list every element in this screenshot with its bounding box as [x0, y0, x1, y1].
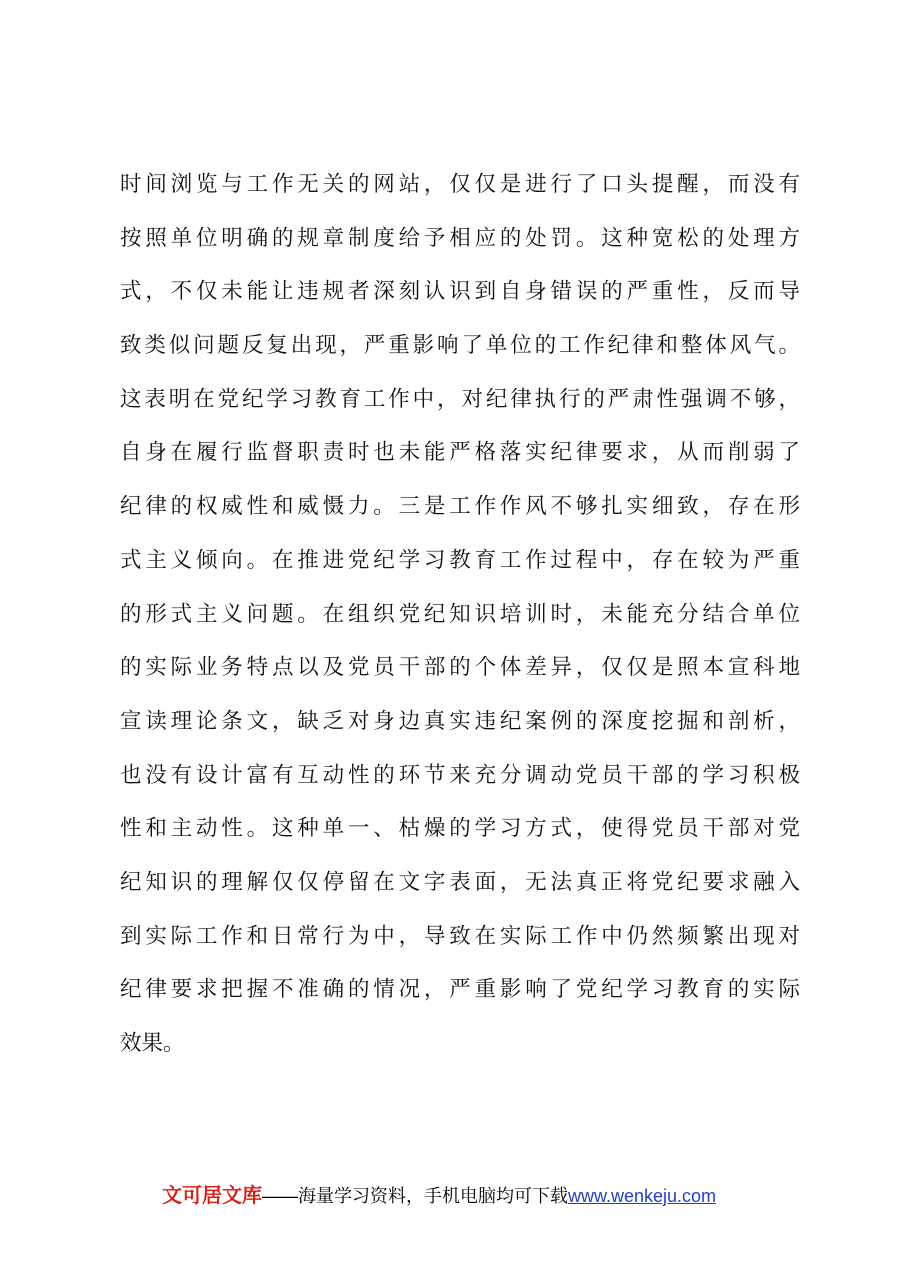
body-line: 效果。	[120, 1031, 185, 1056]
body-line: 的形式主义问题。在组织党纪知识培训时，未能充分结合单位	[120, 601, 800, 627]
body-line: 性和主动性。这种单一、枯燥的学习方式，使得党员干部对党	[120, 816, 800, 842]
body-line: 纪知识的理解仅仅停留在文字表面，无法真正将党纪要求融入	[120, 869, 800, 895]
body-line: 纪律要求把握不准确的情况，严重影响了党纪学习教育的实际	[120, 977, 800, 1003]
body-line: 这表明在党纪学习教育工作中，对纪律执行的严肃性强调不够，	[120, 386, 800, 412]
document-body	[120, 162, 800, 1075]
body-line: 的实际业务特点以及党员干部的个体差异，仅仅是照本宣科地	[120, 655, 800, 681]
body-line: 宣读理论条文，缺乏对身边真实违纪案例的深度挖掘和剖析，	[120, 708, 800, 734]
footer-website-link[interactable]: www.wenkeju.com	[568, 1186, 717, 1206]
body-line: 也没有设计富有互动性的环节来充分调动党员干部的学习积极	[120, 762, 800, 788]
footer-tagline: ——海量学习资料，手机电脑均可下载	[262, 1186, 568, 1206]
body-line: 式主义倾向。在推进党纪学习教育工作过程中，存在较为严重	[120, 547, 800, 573]
body-line: 式，不仅未能让违规者深刻认识到自身错误的严重性，反而导	[120, 279, 800, 305]
body-line: 纪律的权威性和威慑力。三是工作作风不够扎实细致，存在形	[120, 494, 800, 520]
body-line: 自身在履行监督职责时也未能严格落实纪律要求，从而削弱了	[120, 440, 800, 466]
body-line: 致类似问题反复出现，严重影响了单位的工作纪律和整体风气。	[120, 333, 800, 359]
body-line: 到实际工作和日常行为中，导致在实际工作中仍然频繁出现对	[120, 923, 800, 949]
footer-brand: 文可居文库	[162, 1185, 262, 1207]
body-line: 按照单位明确的规章制度给予相应的处罚。这种宽松的处理方	[120, 225, 800, 251]
footer-banner	[162, 1184, 802, 1208]
body-line: 时间浏览与工作无关的网站，仅仅是进行了口头提醒，而没有	[120, 172, 800, 197]
